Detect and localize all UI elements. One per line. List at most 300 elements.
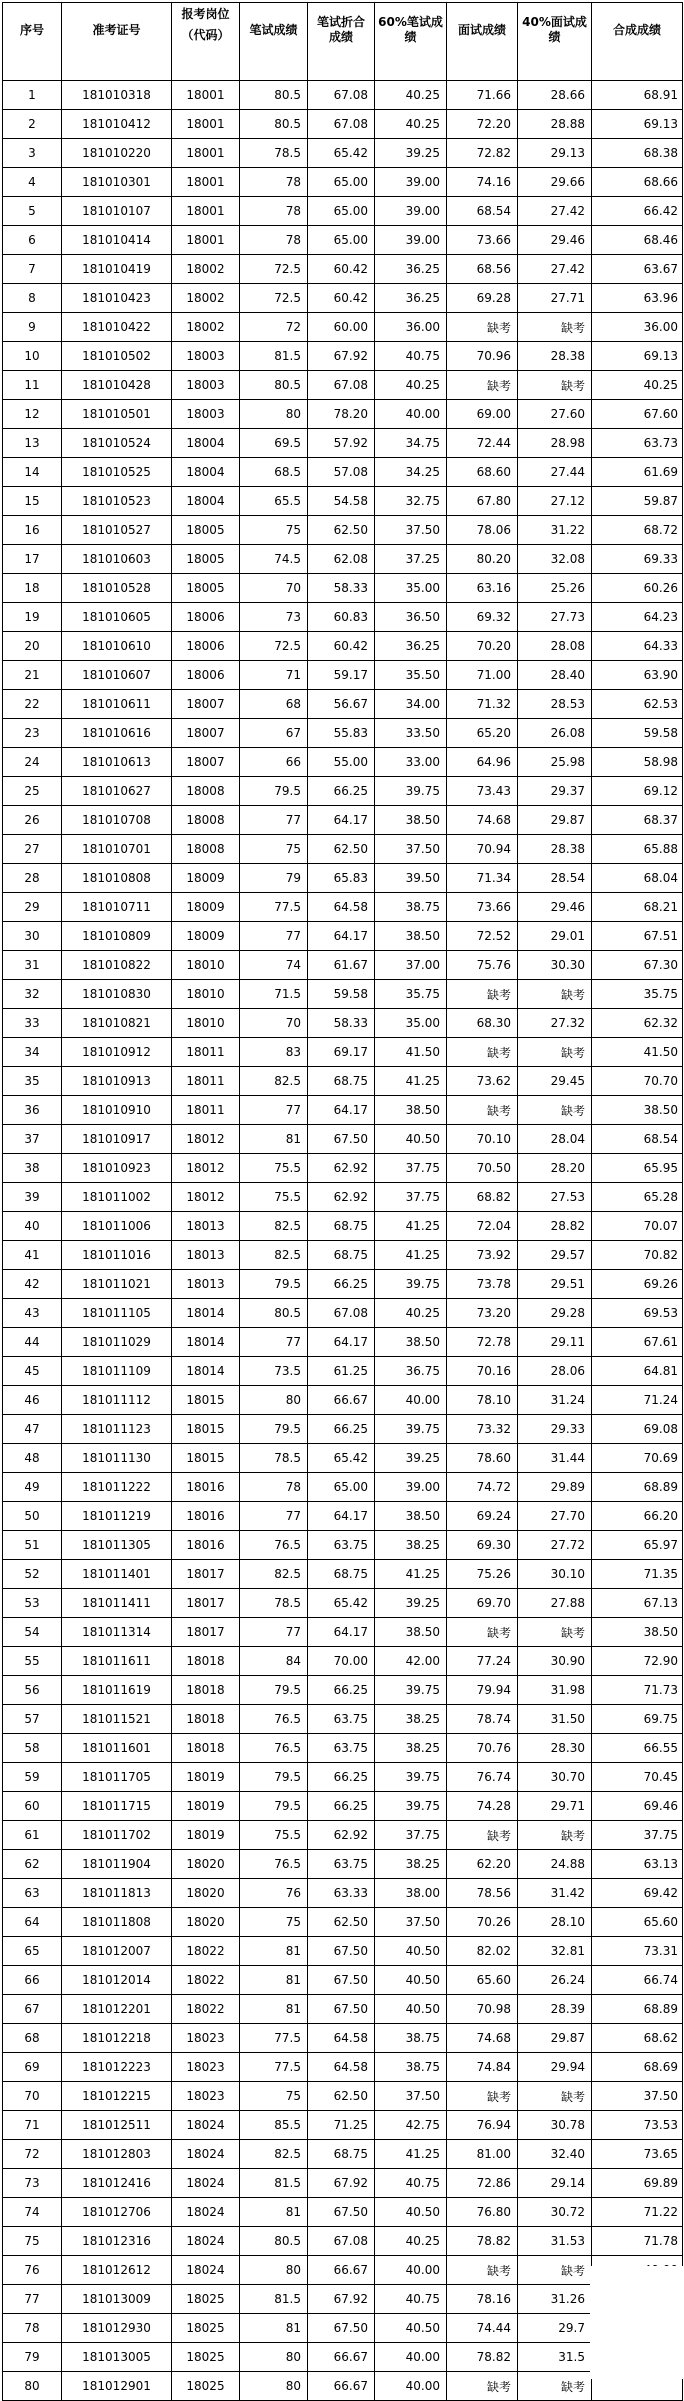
cell-total: 68.37 xyxy=(592,806,683,835)
cell-seq: 30 xyxy=(3,922,62,951)
cell-exam-no: 181010318 xyxy=(62,81,172,110)
cell-written-60: 38.50 xyxy=(375,1328,447,1357)
cell-total: 69.46 xyxy=(592,1792,683,1821)
cell-written-60: 39.75 xyxy=(375,1270,447,1299)
cell-written-conv: 64.17 xyxy=(308,1618,375,1647)
cell-exam-no: 181011314 xyxy=(62,1618,172,1647)
cell-position: 18022 xyxy=(172,1966,240,1995)
cell-interview-40: 28.10 xyxy=(518,1908,592,1937)
cell-total: 73.53 xyxy=(592,2111,683,2140)
cell-total: 37.75 xyxy=(592,1821,683,1850)
cell-written-conv: 65.83 xyxy=(308,864,375,893)
cell-seq: 13 xyxy=(3,429,62,458)
score-table xyxy=(2,2,683,2401)
cell-total: 69.13 xyxy=(592,342,683,371)
cell-interview: 71.00 xyxy=(447,661,518,690)
cell-written-60: 40.00 xyxy=(375,1386,447,1415)
cell-written-60: 37.50 xyxy=(375,835,447,864)
cell-interview: 69.00 xyxy=(447,400,518,429)
cell-written-conv: 55.00 xyxy=(308,748,375,777)
cell-interview: 78.56 xyxy=(447,1879,518,1908)
cell-interview-40: 27.12 xyxy=(518,487,592,516)
cell-exam-no: 181010220 xyxy=(62,139,172,168)
cell-exam-no: 181011105 xyxy=(62,1299,172,1328)
table-row xyxy=(3,2285,683,2314)
cell-interview: 68.82 xyxy=(447,1183,518,1212)
cell-interview-40: 27.72 xyxy=(518,1531,592,1560)
cell-total: 62.53 xyxy=(592,690,683,719)
cell-position: 18020 xyxy=(172,1850,240,1879)
cell-seq: 11 xyxy=(3,371,62,400)
cell-exam-no: 181011029 xyxy=(62,1328,172,1357)
cell-written: 84 xyxy=(240,1647,308,1676)
cell-exam-no: 181012014 xyxy=(62,1966,172,1995)
cell-position: 18012 xyxy=(172,1183,240,1212)
cell-written-60: 40.50 xyxy=(375,1966,447,1995)
cell-position: 18002 xyxy=(172,313,240,342)
cell-position: 18012 xyxy=(172,1154,240,1183)
cell-written: 81 xyxy=(240,1125,308,1154)
cell-written: 75 xyxy=(240,835,308,864)
cell-exam-no: 181010502 xyxy=(62,342,172,371)
table-row xyxy=(3,2314,683,2343)
cell-interview: 76.80 xyxy=(447,2198,518,2227)
cell-seq: 4 xyxy=(3,168,62,197)
cell-written-conv: 66.25 xyxy=(308,1415,375,1444)
table-row xyxy=(3,835,683,864)
cell-written: 80.5 xyxy=(240,1299,308,1328)
cell-written-60: 34.00 xyxy=(375,690,447,719)
cell-total: 36.00 xyxy=(592,313,683,342)
cell-written-60: 39.75 xyxy=(375,1415,447,1444)
cell-total: 69.12 xyxy=(592,777,683,806)
cell-interview-40: 25.98 xyxy=(518,748,592,777)
cell-interview-40: 29.01 xyxy=(518,922,592,951)
cell-exam-no: 181010611 xyxy=(62,690,172,719)
cell-written-60: 39.25 xyxy=(375,1444,447,1473)
cell-interview: 缺考 xyxy=(447,1096,518,1125)
cell-position: 18003 xyxy=(172,400,240,429)
cell-exam-no: 181011715 xyxy=(62,1792,172,1821)
cell-written: 75 xyxy=(240,516,308,545)
cell-interview: 69.30 xyxy=(447,1531,518,1560)
table-row xyxy=(3,1560,683,1589)
cell-total: 66.20 xyxy=(592,1502,683,1531)
cell-written-conv: 67.50 xyxy=(308,1125,375,1154)
cell-seq: 34 xyxy=(3,1038,62,1067)
cell-interview: 81.00 xyxy=(447,2140,518,2169)
cell-seq: 37 xyxy=(3,1125,62,1154)
cell-written-conv: 62.92 xyxy=(308,1154,375,1183)
cell-written-conv: 67.50 xyxy=(308,1966,375,1995)
cell-written: 77.5 xyxy=(240,2024,308,2053)
cell-interview-40: 30.10 xyxy=(518,1560,592,1589)
cell-written-60: 41.25 xyxy=(375,2140,447,2169)
cell-total: 68.72 xyxy=(592,516,683,545)
cell-total: 71.78 xyxy=(592,2227,683,2256)
table-row xyxy=(3,2169,683,2198)
cell-exam-no: 181010527 xyxy=(62,516,172,545)
cell-interview-40: 25.26 xyxy=(518,574,592,603)
cell-total: 35.75 xyxy=(592,980,683,1009)
cell-interview-40: 32.81 xyxy=(518,1937,592,1966)
cell-total: 65.97 xyxy=(592,1531,683,1560)
cell-position: 18008 xyxy=(172,777,240,806)
cell-written-conv: 64.17 xyxy=(308,806,375,835)
cell-interview-40: 29.46 xyxy=(518,226,592,255)
cell-position: 18016 xyxy=(172,1473,240,1502)
cell-seq: 67 xyxy=(3,1995,62,2024)
cell-interview-40: 缺考 xyxy=(518,313,592,342)
cell-written-60: 41.25 xyxy=(375,1212,447,1241)
cell-exam-no: 181012706 xyxy=(62,2198,172,2227)
cell-written: 78 xyxy=(240,197,308,226)
cell-exam-no: 181011401 xyxy=(62,1560,172,1589)
cell-written-conv: 64.58 xyxy=(308,893,375,922)
cell-position: 18023 xyxy=(172,2053,240,2082)
table-row xyxy=(3,980,683,1009)
cell-seq: 53 xyxy=(3,1589,62,1618)
cell-exam-no: 181011006 xyxy=(62,1212,172,1241)
cell-exam-no: 181010607 xyxy=(62,661,172,690)
cell-seq: 55 xyxy=(3,1647,62,1676)
cell-total: 69.13 xyxy=(592,110,683,139)
table-row xyxy=(3,429,683,458)
cell-seq: 64 xyxy=(3,1908,62,1937)
cell-written-conv: 62.50 xyxy=(308,1908,375,1937)
cell-seq: 48 xyxy=(3,1444,62,1473)
cell-interview: 67.80 xyxy=(447,487,518,516)
table-row xyxy=(3,1734,683,1763)
cell-written: 70 xyxy=(240,1009,308,1038)
cell-interview-40: 28.38 xyxy=(518,342,592,371)
cell-written-conv: 58.33 xyxy=(308,574,375,603)
cell-written-conv: 58.33 xyxy=(308,1009,375,1038)
cell-interview-40: 30.90 xyxy=(518,1647,592,1676)
cell-exam-no: 181011705 xyxy=(62,1763,172,1792)
header-written-60 xyxy=(375,3,447,81)
cell-interview: 73.43 xyxy=(447,777,518,806)
cell-total: 69.26 xyxy=(592,1270,683,1299)
cell-position: 18017 xyxy=(172,1618,240,1647)
cell-position: 18022 xyxy=(172,1937,240,1966)
cell-seq: 16 xyxy=(3,516,62,545)
header-total-label: 合成成绩 xyxy=(612,23,661,37)
cell-position: 18001 xyxy=(172,226,240,255)
cell-total: 68.91 xyxy=(592,81,683,110)
cell-written-60: 39.75 xyxy=(375,777,447,806)
cell-written-conv: 65.42 xyxy=(308,139,375,168)
header-row xyxy=(3,3,683,81)
cell-interview-40: 29.14 xyxy=(518,2169,592,2198)
table-row xyxy=(3,1386,683,1415)
cell-written-conv: 68.75 xyxy=(308,1560,375,1589)
cell-seq: 72 xyxy=(3,2140,62,2169)
cell-written-60: 37.75 xyxy=(375,1821,447,1850)
cell-written-60: 32.75 xyxy=(375,487,447,516)
cell-position: 18008 xyxy=(172,835,240,864)
cell-written-conv: 66.25 xyxy=(308,1676,375,1705)
cell-interview: 72.78 xyxy=(447,1328,518,1357)
cell-exam-no: 181012223 xyxy=(62,2053,172,2082)
table-row xyxy=(3,2343,683,2372)
cell-exam-no: 181012803 xyxy=(62,2140,172,2169)
cell-interview-40: 28.38 xyxy=(518,835,592,864)
cell-exam-no: 181010830 xyxy=(62,980,172,1009)
table-row xyxy=(3,342,683,371)
cell-written-60: 33.50 xyxy=(375,719,447,748)
cell-interview-40: 31.26 xyxy=(518,2285,592,2314)
cell-seq: 78 xyxy=(3,2314,62,2343)
cell-seq: 17 xyxy=(3,545,62,574)
cell-written-conv: 62.50 xyxy=(308,835,375,864)
table-row xyxy=(3,1763,683,1792)
cell-written-60: 40.25 xyxy=(375,81,447,110)
cell-written-60: 40.00 xyxy=(375,2343,447,2372)
cell-interview: 74.68 xyxy=(447,2024,518,2053)
cell-interview: 70.98 xyxy=(447,1995,518,2024)
cell-position: 18011 xyxy=(172,1096,240,1125)
cell-written-60: 41.25 xyxy=(375,1560,447,1589)
table-row xyxy=(3,1299,683,1328)
cell-written: 81.5 xyxy=(240,342,308,371)
cell-written-conv: 63.75 xyxy=(308,1850,375,1879)
cell-position: 18019 xyxy=(172,1821,240,1850)
cell-interview-40: 29.11 xyxy=(518,1328,592,1357)
cell-exam-no: 181013009 xyxy=(62,2285,172,2314)
cell-total: 66.55 xyxy=(592,1734,683,1763)
table-row xyxy=(3,1038,683,1067)
cell-interview: 68.60 xyxy=(447,458,518,487)
cell-exam-no: 181011904 xyxy=(62,1850,172,1879)
cell-interview-40: 缺考 xyxy=(518,1096,592,1125)
cell-seq: 3 xyxy=(3,139,62,168)
cell-written-conv: 67.92 xyxy=(308,2285,375,2314)
cell-exam-no: 181011130 xyxy=(62,1444,172,1473)
cell-exam-no: 181010711 xyxy=(62,893,172,922)
cell-total: 70.07 xyxy=(592,1212,683,1241)
cell-seq: 40 xyxy=(3,1212,62,1241)
cell-exam-no: 181010627 xyxy=(62,777,172,806)
cell-position: 18005 xyxy=(172,545,240,574)
table-row xyxy=(3,2111,683,2140)
cell-written: 76.5 xyxy=(240,1850,308,1879)
cell-written: 77.5 xyxy=(240,2053,308,2082)
cell-exam-no: 181012215 xyxy=(62,2082,172,2111)
cell-written: 80.5 xyxy=(240,371,308,400)
cell-interview: 72.86 xyxy=(447,2169,518,2198)
cell-interview-40: 28.06 xyxy=(518,1357,592,1386)
cell-interview: 73.78 xyxy=(447,1270,518,1299)
cell-written-conv: 69.17 xyxy=(308,1038,375,1067)
header-position-line2: （代码） xyxy=(181,28,230,42)
cell-written-60: 40.50 xyxy=(375,1125,447,1154)
cell-interview: 70.20 xyxy=(447,632,518,661)
cell-written-conv: 67.08 xyxy=(308,1299,375,1328)
cell-written: 81 xyxy=(240,1937,308,1966)
cell-interview: 70.50 xyxy=(447,1154,518,1183)
cell-written-60: 35.00 xyxy=(375,1009,447,1038)
cell-written: 76 xyxy=(240,1879,308,1908)
cell-exam-no: 181012316 xyxy=(62,2227,172,2256)
header-written-60-line1: 60%笔试成 xyxy=(378,15,443,29)
cell-interview: 65.60 xyxy=(447,1966,518,1995)
cell-total: 69.75 xyxy=(592,1705,683,1734)
cell-written-conv: 70.00 xyxy=(308,1647,375,1676)
table-row xyxy=(3,255,683,284)
cell-written: 65.5 xyxy=(240,487,308,516)
cell-seq: 52 xyxy=(3,1560,62,1589)
cell-seq: 7 xyxy=(3,255,62,284)
cell-written: 81.5 xyxy=(240,2285,308,2314)
cell-written-60: 34.25 xyxy=(375,458,447,487)
table-row xyxy=(3,690,683,719)
cell-written: 69.5 xyxy=(240,429,308,458)
table-row xyxy=(3,1096,683,1125)
cell-position: 18024 xyxy=(172,2169,240,2198)
cell-written: 77 xyxy=(240,1618,308,1647)
cell-position: 18010 xyxy=(172,1009,240,1038)
cell-seq: 27 xyxy=(3,835,62,864)
cell-written: 79.5 xyxy=(240,1792,308,1821)
cell-total: 69.08 xyxy=(592,1415,683,1444)
cell-seq: 24 xyxy=(3,748,62,777)
cell-written-60: 36.25 xyxy=(375,632,447,661)
table-row xyxy=(3,2198,683,2227)
cell-seq: 61 xyxy=(3,1821,62,1850)
cell-written-60: 36.75 xyxy=(375,1357,447,1386)
cell-interview: 75.76 xyxy=(447,951,518,980)
cell-interview-40: 29.89 xyxy=(518,1473,592,1502)
cell-total: 71.73 xyxy=(592,1676,683,1705)
cell-written: 79.5 xyxy=(240,1270,308,1299)
cell-position: 18013 xyxy=(172,1241,240,1270)
cell-exam-no: 181010414 xyxy=(62,226,172,255)
header-exam-no-label: 准考证号 xyxy=(92,23,141,37)
table-row xyxy=(3,1879,683,1908)
table-row xyxy=(3,1821,683,1850)
cell-interview: 69.28 xyxy=(447,284,518,313)
cell-written-60: 39.75 xyxy=(375,1676,447,1705)
cell-written: 78.5 xyxy=(240,1589,308,1618)
cell-written: 78.5 xyxy=(240,1444,308,1473)
cell-written: 68.5 xyxy=(240,458,308,487)
cell-written-60: 37.25 xyxy=(375,545,447,574)
cell-interview-40: 31.44 xyxy=(518,1444,592,1473)
table-row xyxy=(3,661,683,690)
cell-interview-40: 缺考 xyxy=(518,1618,592,1647)
cell-exam-no: 181010523 xyxy=(62,487,172,516)
table-row xyxy=(3,777,683,806)
cell-written-60: 41.25 xyxy=(375,1241,447,1270)
cell-exam-no: 181010610 xyxy=(62,632,172,661)
cell-interview: 72.04 xyxy=(447,1212,518,1241)
table-row xyxy=(3,1241,683,1270)
cell-exam-no: 181011123 xyxy=(62,1415,172,1444)
cell-written: 77 xyxy=(240,1096,308,1125)
table-row xyxy=(3,1212,683,1241)
cell-position: 18009 xyxy=(172,893,240,922)
cell-total: 67.60 xyxy=(592,400,683,429)
cell-written-60: 40.50 xyxy=(375,1995,447,2024)
cell-interview-40: 31.5 xyxy=(518,2343,592,2372)
cell-interview-40: 24.88 xyxy=(518,1850,592,1879)
cell-written: 71.5 xyxy=(240,980,308,1009)
cell-written: 77 xyxy=(240,922,308,951)
cell-total: 73.65 xyxy=(592,2140,683,2169)
cell-written-conv: 60.42 xyxy=(308,632,375,661)
cell-written-conv: 68.75 xyxy=(308,2140,375,2169)
cell-written: 77 xyxy=(240,1328,308,1357)
cell-interview-40: 27.42 xyxy=(518,197,592,226)
cell-written-60: 38.75 xyxy=(375,893,447,922)
cell-interview: 70.26 xyxy=(447,1908,518,1937)
cell-written-conv: 68.75 xyxy=(308,1241,375,1270)
cell-seq: 23 xyxy=(3,719,62,748)
cell-written-conv: 67.92 xyxy=(308,342,375,371)
cell-interview-40: 28.04 xyxy=(518,1125,592,1154)
cell-position: 18024 xyxy=(172,2227,240,2256)
cell-written-conv: 63.75 xyxy=(308,1531,375,1560)
cell-interview: 79.94 xyxy=(447,1676,518,1705)
cell-seq: 14 xyxy=(3,458,62,487)
cell-total: 68.38 xyxy=(592,139,683,168)
cell-written-60: 40.50 xyxy=(375,1937,447,1966)
cell-position: 18001 xyxy=(172,139,240,168)
cell-seq: 9 xyxy=(3,313,62,342)
cell-seq: 20 xyxy=(3,632,62,661)
cell-exam-no: 181011611 xyxy=(62,1647,172,1676)
cell-position: 18004 xyxy=(172,487,240,516)
cell-written-60: 40.75 xyxy=(375,342,447,371)
cell-seq: 57 xyxy=(3,1705,62,1734)
cell-interview-40: 27.60 xyxy=(518,400,592,429)
header-seq-label: 序号 xyxy=(19,23,44,37)
cell-seq: 66 xyxy=(3,1966,62,1995)
cell-written-conv: 59.58 xyxy=(308,980,375,1009)
cell-exam-no: 181013005 xyxy=(62,2343,172,2372)
cell-seq: 29 xyxy=(3,893,62,922)
cell-written-conv: 66.67 xyxy=(308,2256,375,2285)
cell-position: 18008 xyxy=(172,806,240,835)
table-row xyxy=(3,1415,683,1444)
cell-exam-no: 181011219 xyxy=(62,1502,172,1531)
cell-written-conv: 60.42 xyxy=(308,284,375,313)
cell-written: 78 xyxy=(240,226,308,255)
cell-total: 69.89 xyxy=(592,2169,683,2198)
cell-exam-no: 181011112 xyxy=(62,1386,172,1415)
cell-total: 63.13 xyxy=(592,1850,683,1879)
cell-written-60: 38.00 xyxy=(375,1879,447,1908)
cell-seq: 51 xyxy=(3,1531,62,1560)
cell-total: 69.53 xyxy=(592,1299,683,1328)
cell-interview-40: 31.50 xyxy=(518,1705,592,1734)
cell-interview-40: 缺考 xyxy=(518,980,592,1009)
cell-interview-40: 31.24 xyxy=(518,1386,592,1415)
cell-total: 68.69 xyxy=(592,2053,683,2082)
cell-written-60: 39.25 xyxy=(375,139,447,168)
cell-exam-no: 181010423 xyxy=(62,284,172,313)
cell-position: 18006 xyxy=(172,603,240,632)
table-row xyxy=(3,1125,683,1154)
cell-exam-no: 181011002 xyxy=(62,1183,172,1212)
cell-interview-40: 29.13 xyxy=(518,139,592,168)
cell-written-60: 40.25 xyxy=(375,2227,447,2256)
cell-written-60: 36.25 xyxy=(375,255,447,284)
cell-exam-no: 181012416 xyxy=(62,2169,172,2198)
table-row xyxy=(3,2024,683,2053)
cell-written-60: 37.50 xyxy=(375,2082,447,2111)
